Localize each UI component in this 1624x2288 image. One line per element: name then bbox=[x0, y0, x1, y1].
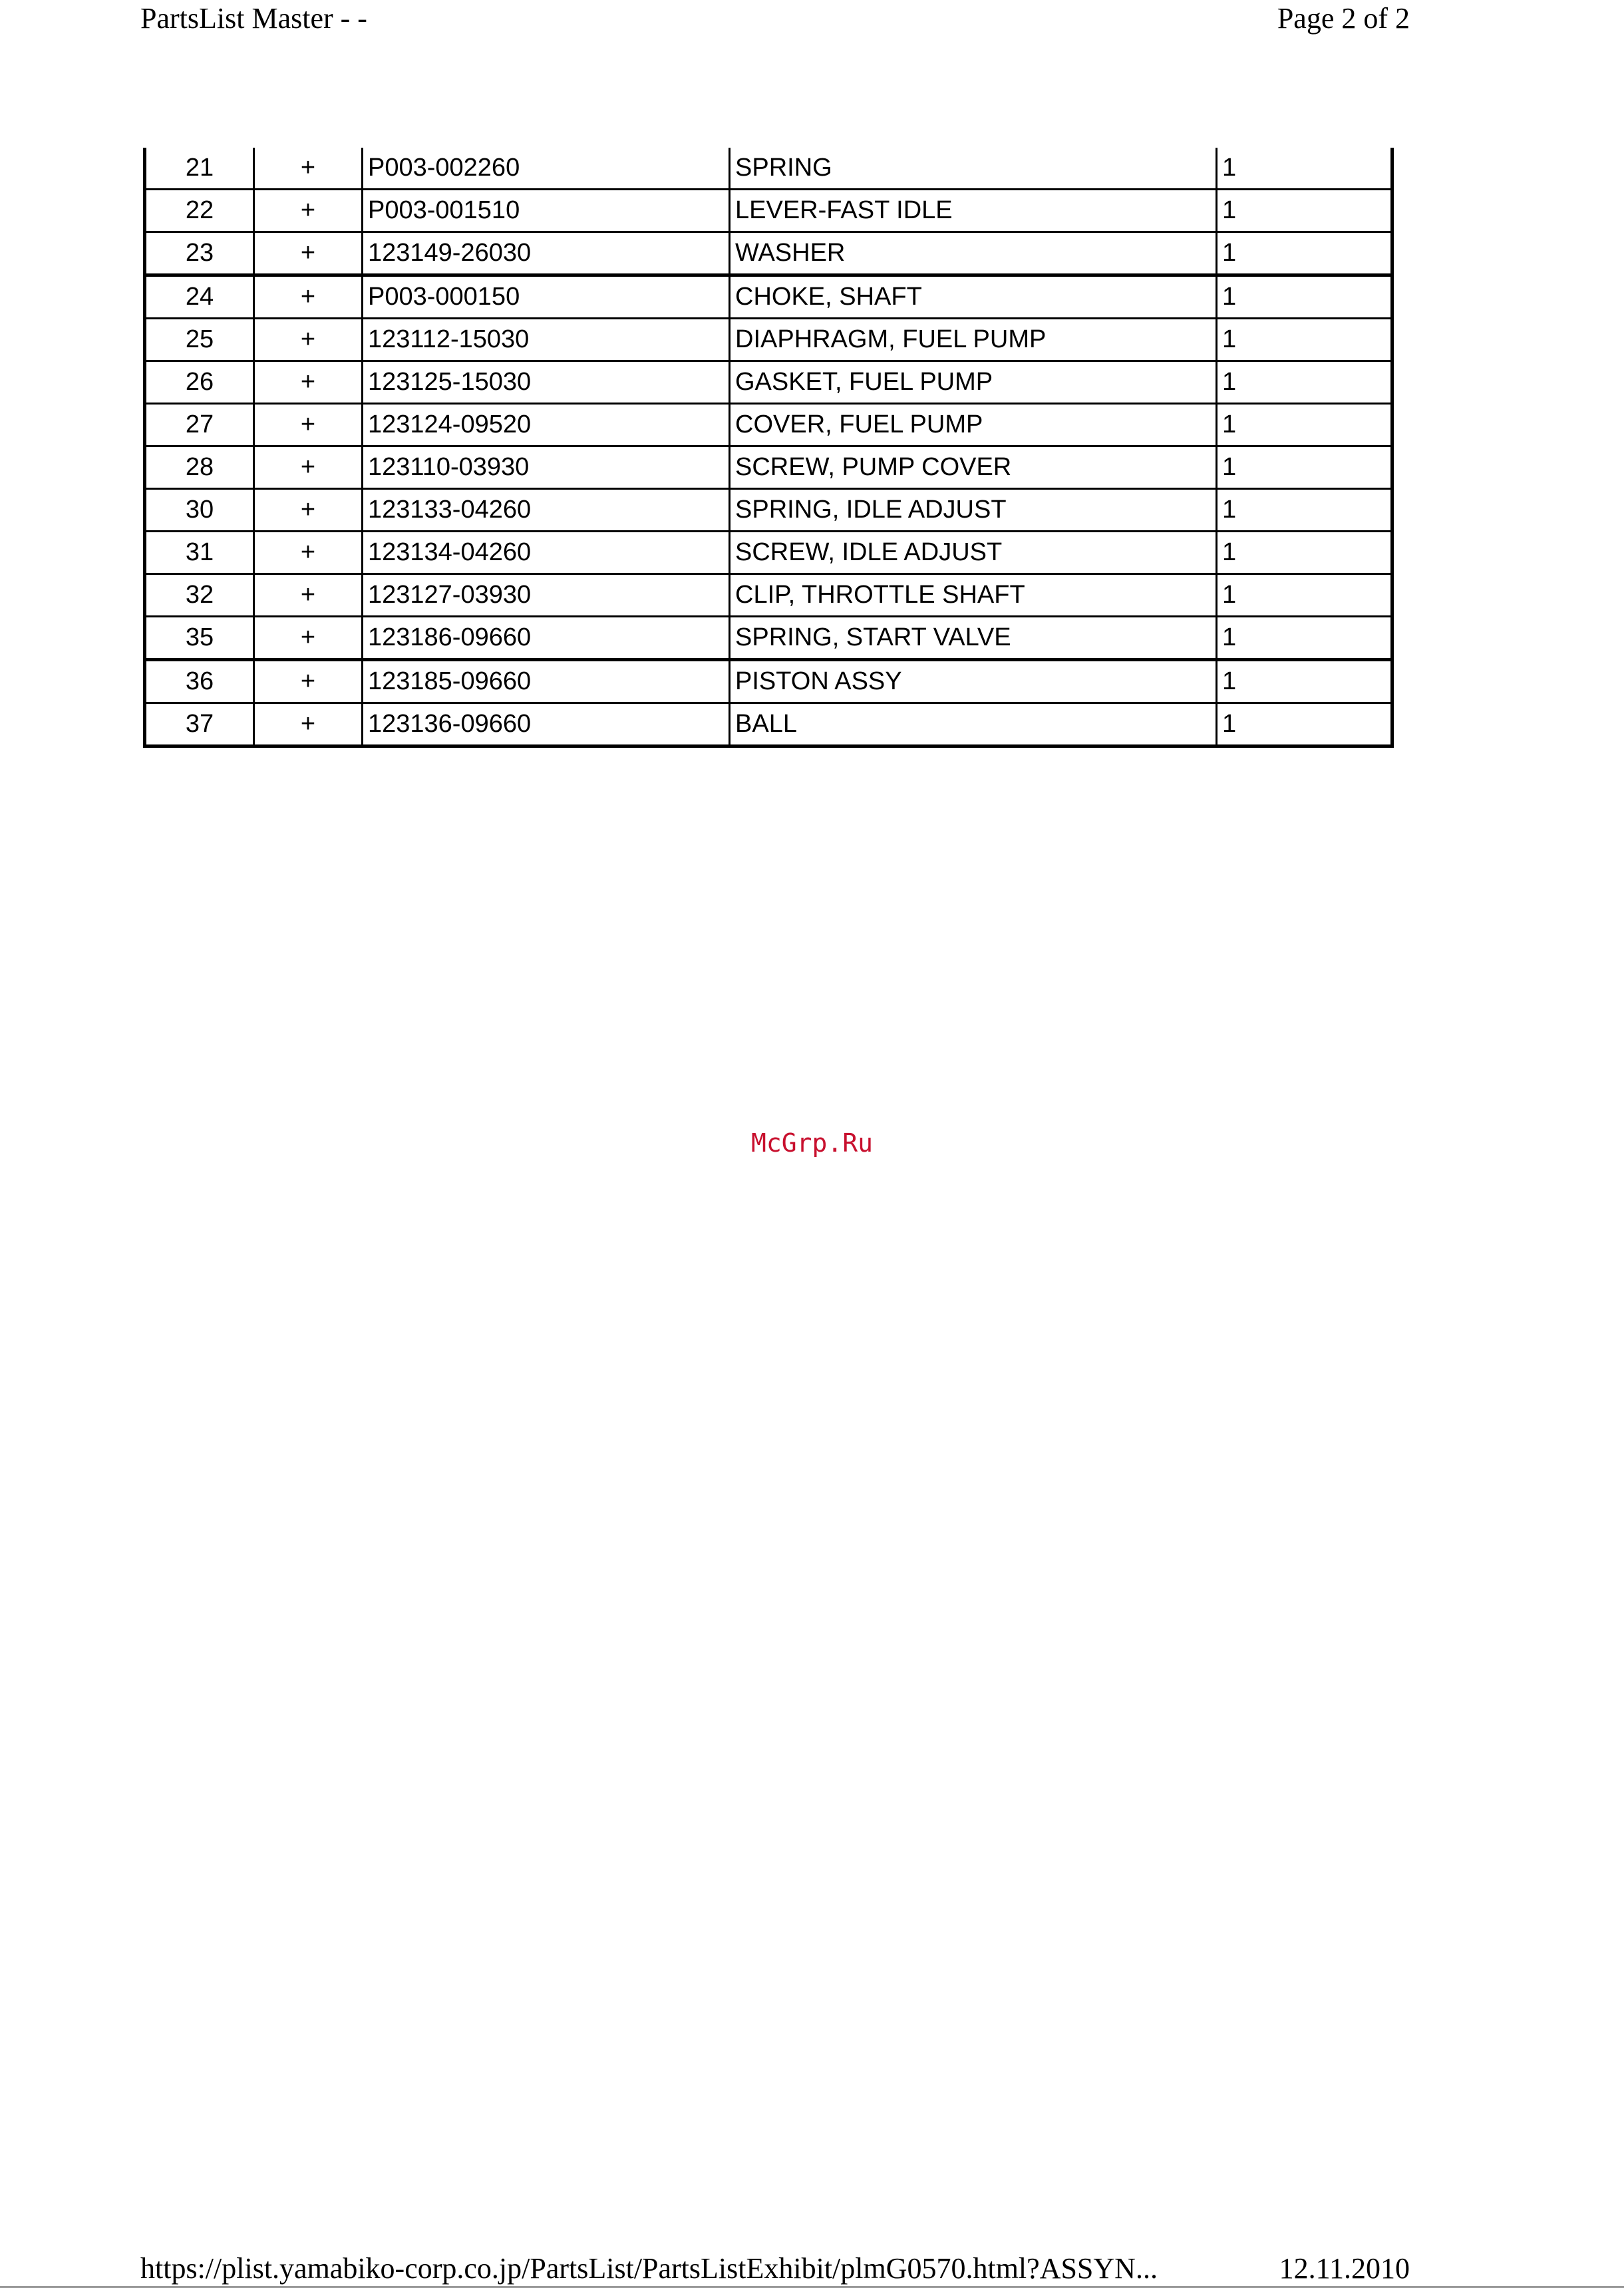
part-description: CLIP, THROTTLE SHAFT bbox=[730, 574, 1217, 617]
table-row bbox=[145, 703, 1392, 746]
item-number: 37 bbox=[145, 703, 254, 746]
part-number: 123149-26030 bbox=[363, 232, 730, 275]
part-description: CHOKE, SHAFT bbox=[730, 275, 1217, 319]
part-description: SCREW, PUMP COVER bbox=[730, 446, 1217, 489]
table-row bbox=[145, 148, 1392, 190]
item-mark: + bbox=[254, 446, 363, 489]
item-number: 24 bbox=[145, 275, 254, 319]
part-quantity: 1 bbox=[1217, 148, 1392, 190]
part-quantity: 1 bbox=[1217, 319, 1392, 361]
table-row bbox=[145, 232, 1392, 275]
item-mark: + bbox=[254, 148, 363, 190]
part-quantity: 1 bbox=[1217, 190, 1392, 232]
part-description: SPRING, IDLE ADJUST bbox=[730, 489, 1217, 532]
item-mark: + bbox=[254, 361, 363, 404]
table-row bbox=[145, 319, 1392, 361]
part-quantity: 1 bbox=[1217, 404, 1392, 446]
part-number: 123186-09660 bbox=[363, 617, 730, 660]
part-number: P003-000150 bbox=[363, 275, 730, 319]
item-number: 23 bbox=[145, 232, 254, 275]
table-row bbox=[145, 574, 1392, 617]
part-description: COVER, FUEL PUMP bbox=[730, 404, 1217, 446]
item-mark: + bbox=[254, 319, 363, 361]
part-number: 123112-15030 bbox=[363, 319, 730, 361]
item-mark: + bbox=[254, 275, 363, 319]
item-mark: + bbox=[254, 574, 363, 617]
item-number: 28 bbox=[145, 446, 254, 489]
part-number: 123124-09520 bbox=[363, 404, 730, 446]
document-title: PartsList Master - - bbox=[140, 2, 367, 35]
item-number: 32 bbox=[145, 574, 254, 617]
part-quantity: 1 bbox=[1217, 232, 1392, 275]
part-description: SCREW, IDLE ADJUST bbox=[730, 532, 1217, 574]
part-quantity: 1 bbox=[1217, 446, 1392, 489]
part-description: PISTON ASSY bbox=[730, 660, 1217, 703]
table-row bbox=[145, 446, 1392, 489]
part-description: SPRING, START VALVE bbox=[730, 617, 1217, 660]
item-mark: + bbox=[254, 232, 363, 275]
item-mark: + bbox=[254, 532, 363, 574]
item-number: 31 bbox=[145, 532, 254, 574]
table-row bbox=[145, 275, 1392, 319]
part-number: 123110-03930 bbox=[363, 446, 730, 489]
part-quantity: 1 bbox=[1217, 574, 1392, 617]
page-indicator: Page 2 of 2 bbox=[1277, 2, 1410, 35]
table-row bbox=[145, 489, 1392, 532]
part-quantity: 1 bbox=[1217, 703, 1392, 746]
part-number: 123134-04260 bbox=[363, 532, 730, 574]
part-number: 123125-15030 bbox=[363, 361, 730, 404]
item-mark: + bbox=[254, 190, 363, 232]
part-description: LEVER-FAST IDLE bbox=[730, 190, 1217, 232]
table-row bbox=[145, 404, 1392, 446]
print-date: 12.11.2010 bbox=[1279, 2252, 1410, 2285]
table-row bbox=[145, 660, 1392, 703]
part-quantity: 1 bbox=[1217, 660, 1392, 703]
parts-table bbox=[143, 148, 1394, 748]
part-number: P003-001510 bbox=[363, 190, 730, 232]
table-row bbox=[145, 532, 1392, 574]
part-quantity: 1 bbox=[1217, 275, 1392, 319]
part-number: 123127-03930 bbox=[363, 574, 730, 617]
part-description: GASKET, FUEL PUMP bbox=[730, 361, 1217, 404]
item-number: 35 bbox=[145, 617, 254, 660]
item-mark: + bbox=[254, 703, 363, 746]
item-number: 36 bbox=[145, 660, 254, 703]
part-quantity: 1 bbox=[1217, 617, 1392, 660]
part-number: 123136-09660 bbox=[363, 703, 730, 746]
part-description: DIAPHRAGM, FUEL PUMP bbox=[730, 319, 1217, 361]
item-mark: + bbox=[254, 489, 363, 532]
part-quantity: 1 bbox=[1217, 489, 1392, 532]
item-mark: + bbox=[254, 660, 363, 703]
item-number: 26 bbox=[145, 361, 254, 404]
item-number: 27 bbox=[145, 404, 254, 446]
source-url: https://plist.yamabiko-corp.co.jp/PartsList/PartsListExhibit/plmG0570.html?ASSYN... bbox=[140, 2252, 1158, 2285]
table-row bbox=[145, 361, 1392, 404]
table-row bbox=[145, 617, 1392, 660]
item-number: 22 bbox=[145, 190, 254, 232]
item-mark: + bbox=[254, 404, 363, 446]
item-number: 30 bbox=[145, 489, 254, 532]
item-mark: + bbox=[254, 617, 363, 660]
part-number: 123185-09660 bbox=[363, 660, 730, 703]
part-description: SPRING bbox=[730, 148, 1217, 190]
watermark-text: McGrp.Ru bbox=[750, 1128, 874, 1158]
table-row bbox=[145, 190, 1392, 232]
part-quantity: 1 bbox=[1217, 361, 1392, 404]
item-number: 25 bbox=[145, 319, 254, 361]
part-description: BALL bbox=[730, 703, 1217, 746]
part-description: WASHER bbox=[730, 232, 1217, 275]
part-quantity: 1 bbox=[1217, 532, 1392, 574]
part-number: 123133-04260 bbox=[363, 489, 730, 532]
part-number: P003-002260 bbox=[363, 148, 730, 190]
parts-table-body bbox=[145, 148, 1392, 746]
item-number: 21 bbox=[145, 148, 254, 190]
